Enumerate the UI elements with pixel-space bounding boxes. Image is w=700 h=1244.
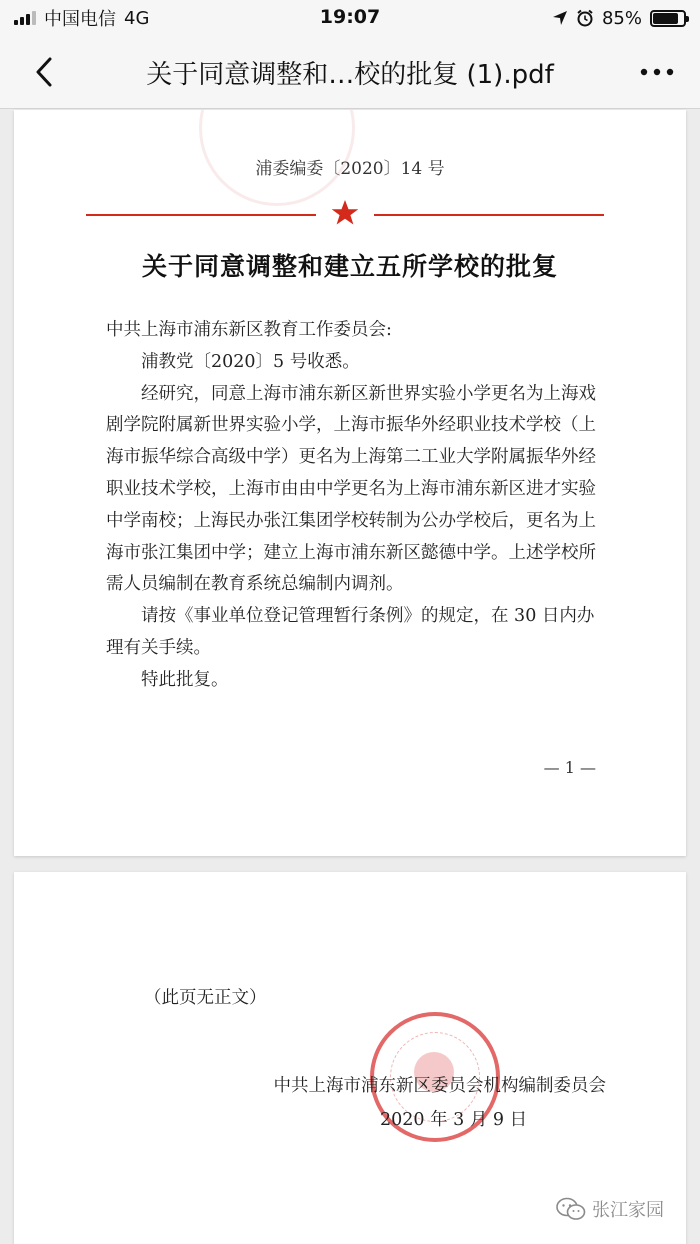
battery-icon: [650, 10, 686, 27]
document-heading: 关于同意调整和建立五所学校的批复: [141, 252, 558, 281]
watermark: [556, 1196, 664, 1222]
body-paragraph: 经研究，同意上海市浦东新区新世界实验小学更名为上海戏剧学院附属新世界实验小学，上海市振华外经职业技术学校（上海市振华综合高级中学）更名为上海第二工业大学附属振华外经职业技术学校，上海市由由中学更名为上海市浦东新区进才实验中学南校；上海民办张江集团学校转制为公办学校后，更名为上海市张江集团中学；建立上海市浦东新区懿德中学。上述学校所需人员编制在教育系统总编制内调剂。: [106, 383, 596, 595]
pdf-page-2[interactable]: [14, 872, 686, 1244]
red-rule-right: [374, 214, 604, 216]
addressee: 中共上海市浦东新区教育工作委员会:: [106, 320, 392, 340]
pdf-page-1[interactable]: [14, 110, 686, 856]
status-time: 19:07: [319, 6, 381, 28]
network-type: 4G: [124, 7, 150, 29]
back-button[interactable]: [22, 50, 66, 94]
no-text-note: （此页无正文）: [144, 988, 267, 1008]
battery-percent: 85%: [601, 7, 642, 29]
closing-line: 特此批复。: [141, 669, 229, 690]
status-right: [552, 6, 686, 30]
body-paragraph: 浦教党〔2020〕5 号收悉。: [141, 351, 360, 372]
more-options-button[interactable]: [632, 50, 682, 94]
more-dots-icon: [640, 68, 674, 76]
red-star-icon: [330, 198, 360, 228]
carrier-name: 中国电信: [44, 9, 116, 30]
issuing-authority: 中共上海市浦东新区委员会机构编制委员会: [273, 1076, 606, 1096]
page-number: — 1 —: [543, 758, 596, 777]
red-rule-left: [86, 214, 316, 216]
watermark-text: 张江家园: [592, 1200, 664, 1221]
location-icon: [552, 10, 568, 26]
navigation-bar: [0, 36, 700, 109]
status-bar: [0, 0, 700, 36]
document-body: [106, 315, 606, 697]
wechat-icon: [556, 1197, 586, 1221]
document-number: 浦委编委〔2020〕14 号: [255, 159, 445, 179]
alarm-icon: [576, 9, 594, 27]
issue-date: 2020 年 3 月 9 日: [380, 1110, 528, 1130]
chevron-left-icon: [34, 56, 54, 88]
body-paragraph: 请按《事业单位登记管理暂行条例》的规定，在 30 日内办理有关手续。: [106, 606, 595, 658]
document-title: 关于同意调整和…校的批复 (1).pdf: [146, 60, 554, 90]
